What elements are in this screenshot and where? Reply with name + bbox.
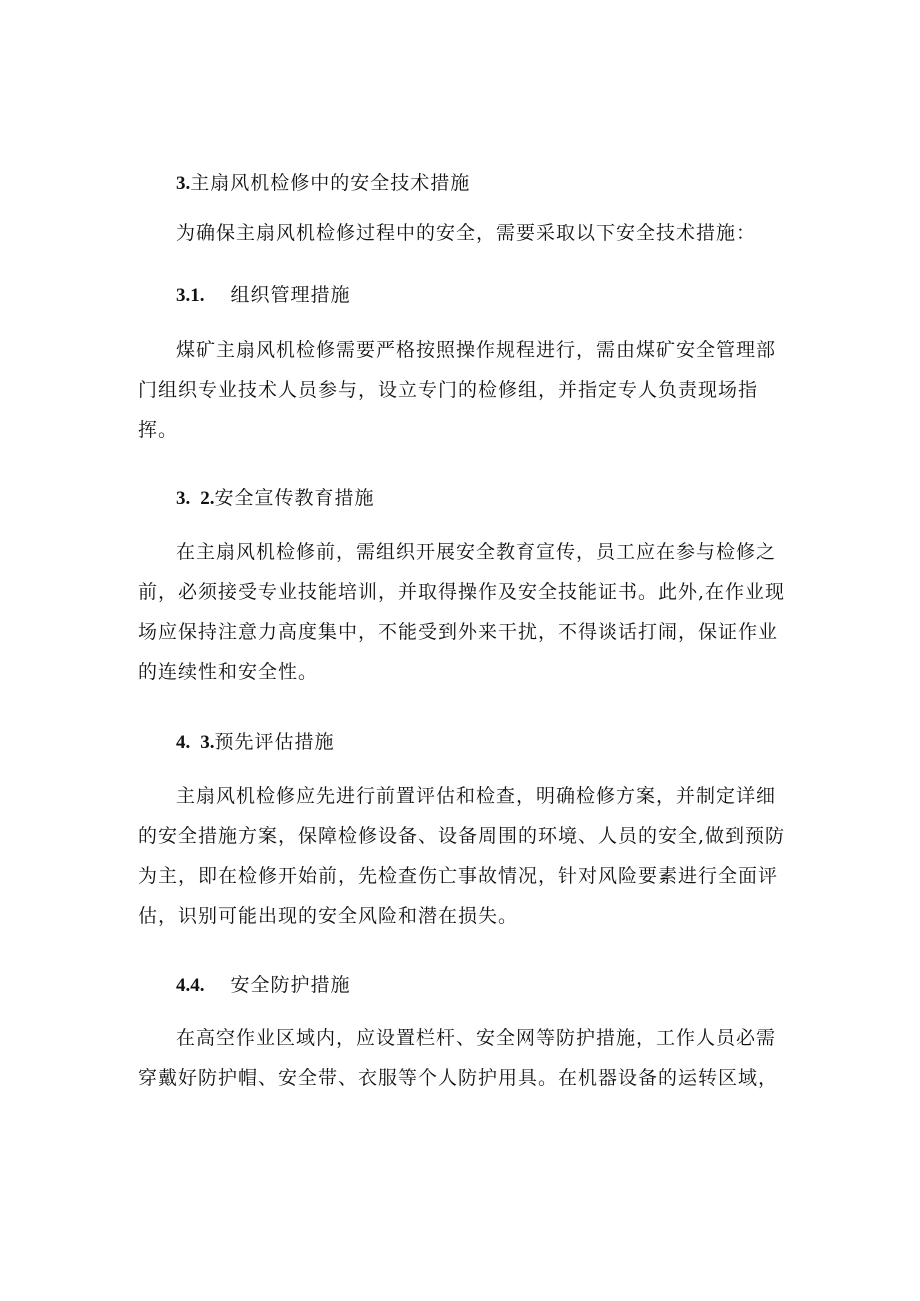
subsection-title: 安全宣传教育措施 — [214, 487, 375, 509]
paragraph-line: 煤矿主扇风机检修需要严格按照操作规程进行，需由煤矿安全管理部 — [176, 339, 777, 361]
paragraph-line: 挥。 — [138, 419, 179, 441]
intro-paragraph: 为确保主扇风机检修过程中的安全，需要采取以下安全技术措施： — [176, 222, 757, 244]
subsection-title: 预先评估措施 — [214, 731, 335, 753]
paragraph-line: 在主扇风机检修前，需组织开展安全教育宣传，员工应在参与检修之 — [176, 541, 777, 563]
section-title: 主扇风机检修中的安全技术措施 — [190, 172, 471, 194]
subsection-number: 3.1. — [176, 285, 205, 306]
paragraph-organization — [138, 330, 776, 450]
subsection-number-b: 3. — [200, 732, 215, 753]
paragraph-line: 门组织专业技术人员参与，设立专门的检修组，并指定专人负责现场指 — [138, 379, 759, 401]
paragraph-protection — [138, 1018, 778, 1098]
section-heading — [176, 168, 470, 195]
paragraph-line: 估，识别可能出现的安全风险和潜在损失。 — [138, 905, 519, 927]
paragraph-line: 穿戴好防护帽、安全带、衣服等个人防护用具。在机器设备的运转区域， — [138, 1067, 779, 1089]
paragraph-line: 在高空作业区域内，应设置栏杆、安全网等防护措施，工作人员必需 — [176, 1027, 777, 1049]
subsection-number-a: 3. — [176, 488, 191, 509]
subsection-heading-3-1 — [176, 280, 351, 307]
section-number: 3. — [176, 173, 191, 194]
paragraph-line: 的连续性和安全性。 — [138, 661, 319, 683]
subsection-heading-4-3 — [176, 727, 335, 754]
subsection-number: 4.4. — [176, 975, 205, 996]
subsection-title: 安全防护措施 — [230, 974, 351, 996]
paragraph-line: 场应保持注意力高度集中，不能受到外来干扰，不得谈话打闹，保证作业 — [138, 621, 779, 643]
paragraph-line: 为主，即在检修开始前，先检查伤亡事故情况，针对风险要素进行全面评 — [138, 865, 779, 887]
paragraph-line: 的安全措施方案，保障检修设备、设备周围的环境、人员的安全,做到预防 — [138, 825, 786, 847]
paragraph-assessment — [138, 776, 785, 936]
subsection-title: 组织管理措施 — [230, 284, 351, 306]
paragraph-line: 主扇风机检修应先进行前置评估和检查，明确检修方案，并制定详细 — [176, 785, 777, 807]
paragraph-line: 前，必须接受专业技能培训，并取得操作及安全技能证书。此外,在作业现 — [138, 581, 786, 603]
subsection-number-a: 4. — [176, 732, 191, 753]
subsection-heading-4-4 — [176, 970, 351, 997]
subsection-heading-3-2 — [176, 483, 375, 510]
subsection-number-b: 2. — [200, 488, 215, 509]
paragraph-education — [138, 532, 785, 692]
